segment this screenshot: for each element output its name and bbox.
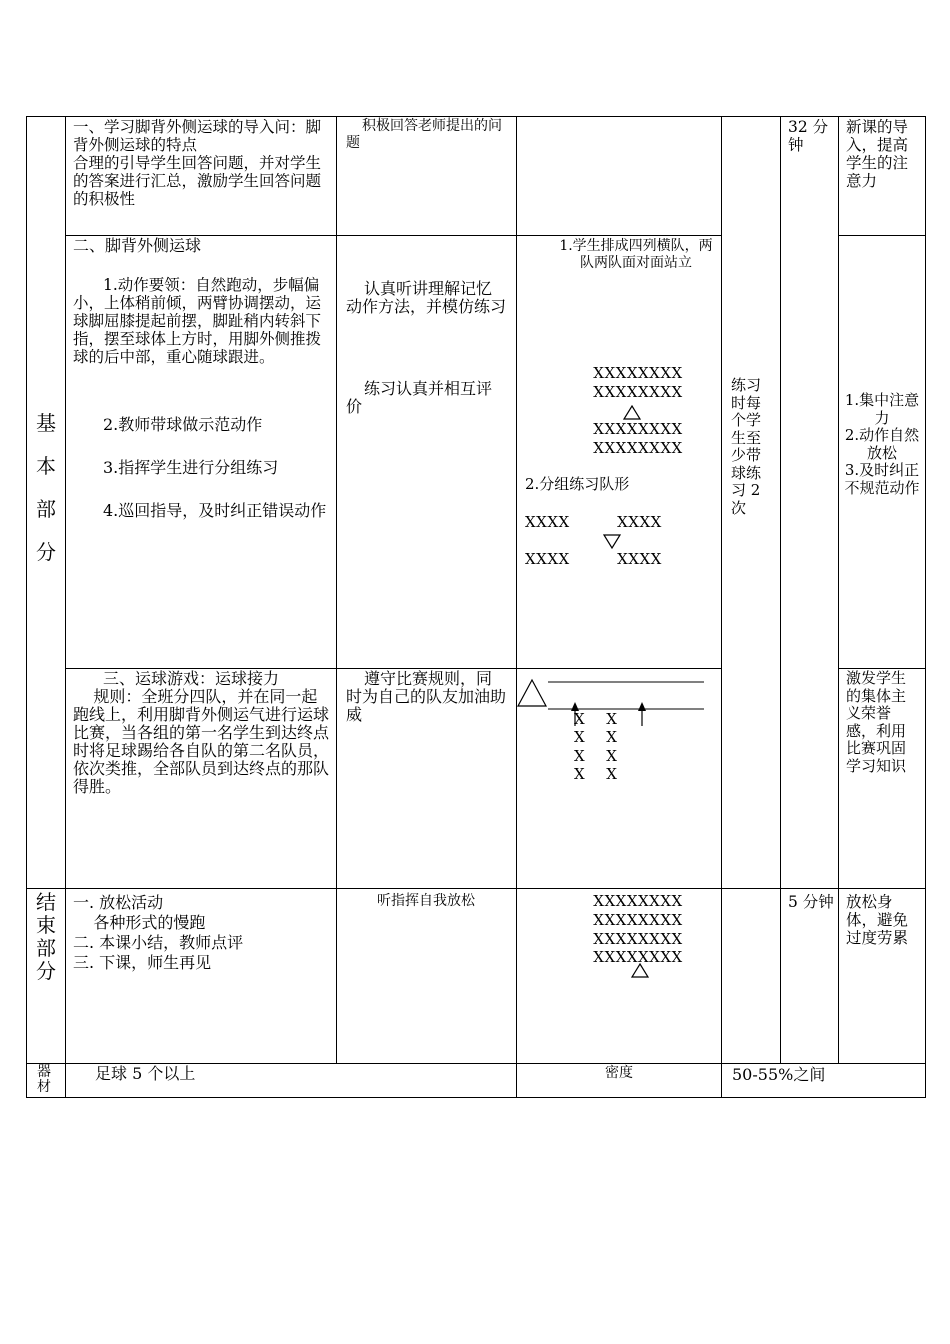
- formation-row-3: XXXXXXXX: [593, 420, 683, 438]
- group-row-1: XXXX XXXX: [525, 513, 662, 531]
- formation-row-4: XXXXXXXX: [593, 439, 683, 457]
- equipment-value: 足球 5 个以上: [95, 1064, 196, 1083]
- density-label: 密度: [605, 1065, 633, 1081]
- formation-row-1: XXXXXXXX: [593, 364, 683, 382]
- ending-formation-row-2: XXXXXXXX: [593, 911, 683, 929]
- equipment-label-char-1: 器: [37, 1064, 51, 1080]
- ending-label-char-2: 束: [36, 913, 56, 937]
- game-student-activity: 遵守比赛规则，同时为自己的队友加油助威: [346, 669, 507, 724]
- relay-row-4: X X: [574, 765, 618, 783]
- ending-student-activity: 听指挥自我放松: [377, 893, 475, 909]
- game-purpose: 激发学生的集体主义荣誉感，利用比赛巩固学习知识: [846, 669, 907, 775]
- basic-label-char-4: 分: [36, 540, 56, 564]
- ending-teacher-triangle-icon: [631, 963, 649, 978]
- ending-purpose: 放松身体，避免过度劳累: [846, 893, 909, 947]
- ending-label-char-4: 分: [36, 959, 56, 983]
- basic-content-guidance: 4.巡回指导，及时纠正错误动作: [103, 501, 327, 520]
- basic-content-demo: 2.教师带球做示范动作: [103, 415, 263, 434]
- practice-load: 练习时每个学生至少带球练习 2 次: [731, 376, 766, 517]
- relay-row-1: X X: [574, 710, 618, 728]
- ending-time: 5 分钟: [788, 893, 834, 911]
- formation-title: 1.学生排成四列横队，两队两队面对面站立: [559, 238, 713, 271]
- basic-content-title: 二、脚背外侧运球: [73, 236, 202, 255]
- ending-formation-row-1: XXXXXXXX: [593, 892, 683, 910]
- basic-student-activity-2: 练习认真并相互评价: [346, 379, 493, 416]
- ending-label-char-3: 部: [36, 936, 56, 960]
- basic-label-char-3: 部: [36, 497, 56, 521]
- ending-label-char-1: 结: [36, 890, 56, 914]
- ending-formation-row-3: XXXXXXXX: [593, 930, 683, 948]
- game-content: 三、运球游戏：运球接力 规则：全班分四队，并在同一起跑线上，利用脚背外侧运气进行运球比赛，当各组的第一名学生到达终点时将足球踢给各自队的第二名队员，依次类推，全部队员到达终点的那队得胜。: [73, 669, 330, 796]
- group-row-2: XXXX XXXX: [525, 550, 662, 568]
- relay-row-2: X X: [574, 728, 618, 746]
- basic-purpose: 1.集中注意力 2.动作自然放松 3.及时纠正不规范动作: [844, 391, 920, 497]
- equipment-label-char-2: 材: [37, 1079, 51, 1095]
- relay-teacher-triangle-icon: [518, 680, 546, 706]
- intro-time: 32 分钟: [788, 118, 829, 154]
- basic-content-group-practice: 3.指挥学生进行分组练习: [103, 458, 279, 477]
- basic-label-char-2: 本: [36, 454, 56, 478]
- ending-content: 一. 放松活动 各种形式的慢跑 二. 本课小结，教师点评 三. 下课，师生再见: [73, 893, 244, 972]
- group-formation-title: 2.分组练习队形: [525, 475, 630, 493]
- relay-row-3: X X: [574, 747, 618, 765]
- basic-label-char-1: 基: [36, 411, 56, 435]
- intro-student-activity: 积极回答老师提出的问题: [346, 118, 502, 151]
- teacher-triangle-icon: [623, 405, 641, 420]
- ending-formation-row-4: XXXXXXXX: [593, 948, 683, 966]
- intro-content: 一、学习脚背外侧运球的导入问：脚背外侧运球的特点 合理的引导学生回答问题，并对学生的答案进行汇总，激励学生回答问题的积极性: [73, 118, 322, 208]
- basic-student-activity-1: 认真听讲理解记忆动作方法，并模仿练习: [346, 279, 507, 316]
- formation-row-2: XXXXXXXX: [593, 383, 683, 401]
- density-value: 50-55%之间: [732, 1065, 826, 1084]
- intro-purpose: 新课的导入，提高学生的注意力: [846, 118, 909, 190]
- basic-content-key-points: 1.动作要领：自然跑动，步幅偏小，上体稍前倾，两臂协调摆动，运球脚屈膝提起前摆，脚趾稍内转斜下指，摆至球体上方时，用脚外侧推拨球的后中部，重心随球跟进。: [73, 276, 322, 366]
- relay-arrow-icon-2: [638, 702, 646, 711]
- teacher-inverted-triangle-icon: [603, 534, 621, 549]
